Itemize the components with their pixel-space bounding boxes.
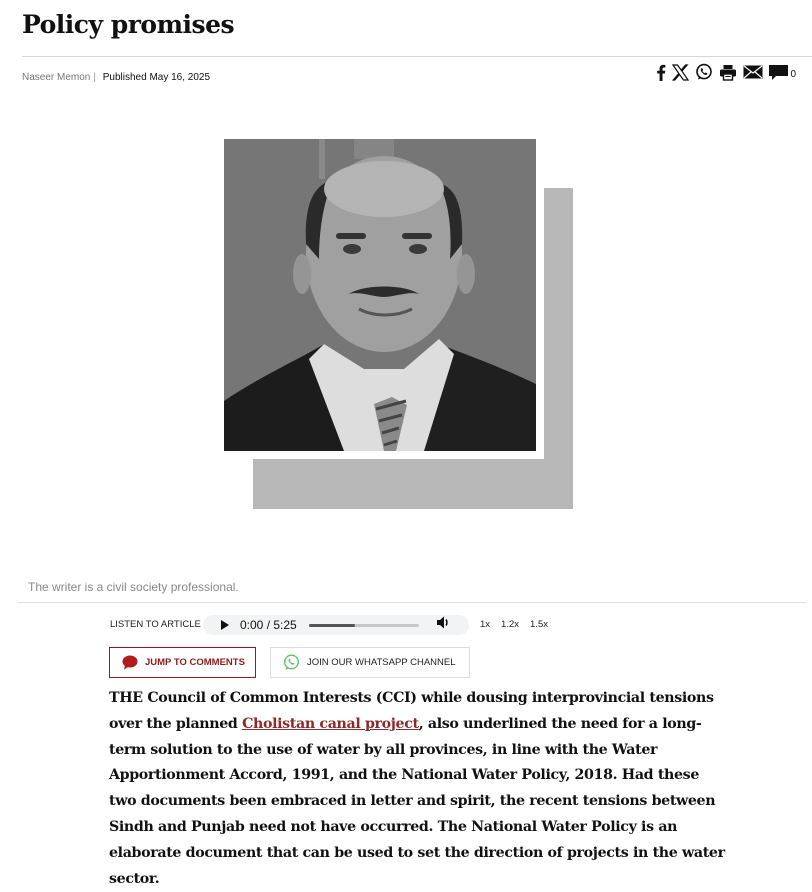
listen-label: LISTEN TO ARTICLE [110, 619, 201, 630]
facebook-icon[interactable] [656, 64, 666, 81]
cholistan-canal-link[interactable]: Cholistan canal project [242, 715, 419, 732]
photo-frame [220, 135, 544, 459]
body-text-rest: , also underlined the need for a long-term solution to the use of water by all provinces, in line with the Water Apportionment Accord, 1991, and the National Water Policy, 2018. Had these two documents been embraced in letter and spirit, the recent tensions between Sindh and Punjab need not have occurred. The National Water Policy is an elaborate document that can be used to set the direction of projects in the water sector. [109, 715, 725, 887]
jump-to-comments-button[interactable] [109, 647, 256, 678]
author-photo-container [220, 135, 580, 515]
body-text-intro: THE Council of Common Interests (CCI) while dousing interprovincial tensions over the planned [109, 690, 714, 732]
volume-icon[interactable] [437, 616, 451, 634]
comment-count: 0 [790, 68, 796, 80]
audio-time: 0:00 / 5:25 [240, 618, 297, 632]
play-icon[interactable] [221, 620, 229, 630]
audio-progress-fill [309, 624, 355, 627]
speed-1-5x[interactable]: 1.5x [530, 619, 548, 630]
playback-speeds [480, 619, 548, 630]
article-title: Policy promises [22, 10, 235, 39]
caption-divider [18, 602, 806, 603]
jump-to-comments-label: JUMP TO COMMENTS [145, 657, 245, 668]
article-body [109, 686, 729, 892]
speed-1x[interactable]: 1x [480, 619, 491, 630]
title-divider [22, 56, 812, 57]
whatsapp-channel-label: JOIN OUR WHATSAPP CHANNEL [307, 657, 456, 668]
email-icon[interactable] [743, 65, 763, 79]
author-photo [224, 139, 536, 451]
whatsapp-icon[interactable] [695, 63, 713, 81]
whatsapp-channel-button[interactable] [270, 647, 470, 678]
comment-icon[interactable] [769, 64, 788, 81]
whatsapp-icon [283, 654, 300, 671]
speed-1-2x[interactable]: 1.2x [501, 619, 520, 630]
byline-separator: | [93, 72, 96, 83]
share-bar [656, 63, 796, 81]
x-icon[interactable] [672, 64, 689, 81]
publish-date: Published May 16, 2025 [102, 72, 211, 83]
audio-player[interactable] [203, 615, 469, 635]
comment-bubble-icon [122, 655, 138, 670]
photo-caption: The writer is a civil society professional. [28, 580, 239, 594]
byline [22, 72, 210, 83]
print-icon[interactable] [719, 64, 737, 81]
author-name[interactable]: Naseer Memon [22, 72, 91, 83]
audio-seek-bar[interactable] [309, 624, 419, 627]
